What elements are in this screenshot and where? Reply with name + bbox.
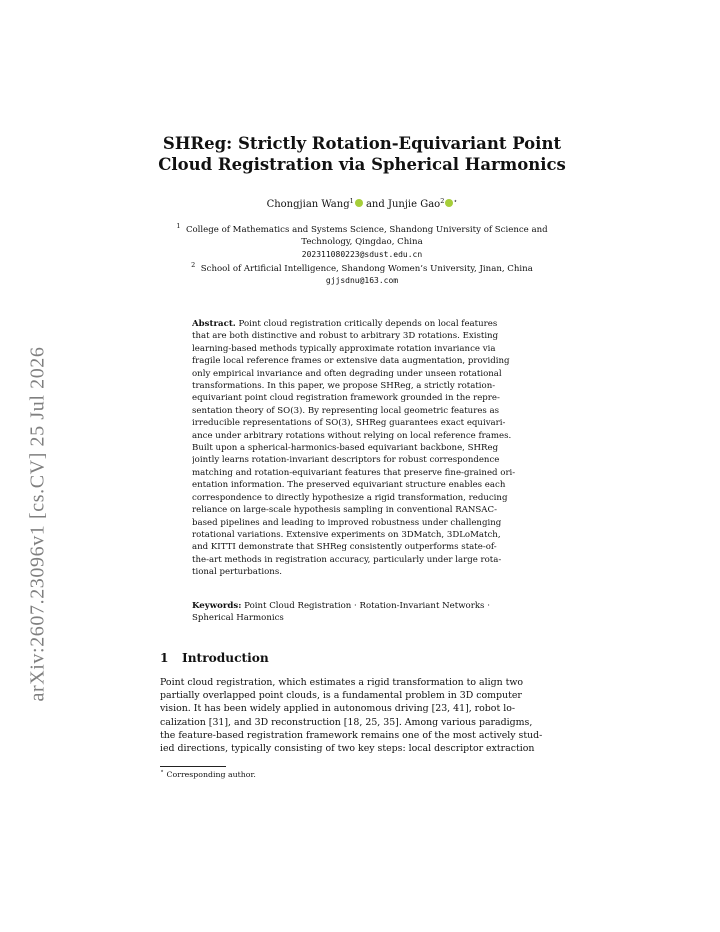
footnote-marker: ⋆ [160,767,165,775]
abstract-line: transformations. In this paper, we propose SHReg, a strictly rotation- [192,381,496,392]
abstract-line: learning-based methods typically approximate rotation invariance via [192,343,496,354]
body-line: the feature-based registration framework remains one of the most actively stud- [160,729,543,741]
footnote [160,767,256,779]
affiliation-2 [150,263,574,288]
abstract-line: entation information. The preserved equivariant structure enables each [192,480,506,491]
footnote-divider [160,766,226,767]
title-line-2: Cloud Registration via Spherical Harmonics [158,155,566,174]
introduction-text [160,676,566,755]
abstract-line: matching and rotation-equivariant features that preserve fine-grained ori- [192,467,516,478]
abstract-line: irreducible representations of SO(3), SHReg guarantees exact equivari- [192,418,506,429]
body-line: Point cloud registration, which estimates a rigid transformation to align two [160,677,524,688]
abstract-line: jointly learns rotation-invariant descriptors for robust correspondence [192,455,500,466]
footnote-text: Corresponding author. [164,770,256,779]
abstract-label: Abstract. [192,319,236,329]
abstract-line: correspondence to directly hypothesize a rigid transformation, reducing [192,492,508,503]
abstract-line: and KITTI demonstrate that SHReg consistently outperforms state-of- [192,542,497,553]
abstract-line: Built upon a spherical-harmonics-based equivariant backbone, SHReg [192,443,499,454]
affiliation-marker: 2 [440,197,445,205]
keywords [192,600,532,625]
arxiv-sidebar-stamp [22,334,54,714]
keywords-line: Spherical Harmonics [192,613,284,624]
title-line-1: SHReg: Strictly Rotation-Equivariant Point [162,134,562,153]
body-line: vision. It has been widely applied in autonomous driving [23, 41], robot lo- [160,703,516,715]
abstract [192,318,532,579]
affiliation-text: School of Artificial Intelligence, Shandong Women’s University, Jinan, China [200,264,533,274]
abstract-line: sentation theory of SO(3). By representing local geometric features as [192,405,500,416]
body-line: ied directions, typically consisting of two key steps: local descriptor extraction [160,743,535,755]
abstract-line: only empirical invariance and often degrading under unseen rotational [192,368,502,379]
abstract-line: tional perturbations. [192,567,282,578]
paper-title [140,133,584,175]
abstract-line: equivariant point cloud registration framework grounded in the repre- [192,393,500,404]
section-heading [160,651,269,665]
affiliation-email[interactable]: gjjsdnu@163.com [325,276,399,286]
affiliation-marker: 1 [349,197,354,205]
keywords-line: Point Cloud Registration · Rotation-Invariant Networks · [241,601,490,611]
affiliation-email[interactable]: 202311080223@sdust.edu.cn [301,249,423,259]
affiliation-text: Technology, Qingdao, China [301,237,423,248]
affiliation-number: 2 [191,261,196,269]
section-number: 1 [160,651,169,665]
orcid-icon[interactable] [355,199,363,207]
abstract-line: the-art methods in registration accuracy, particularly under large rota- [192,554,502,565]
abstract-line: ance under arbitrary rotations without relying on local reference frames. [192,430,512,441]
corresponding-author-marker: ⋆ [453,197,458,205]
affiliation-number: 1 [176,222,181,230]
affiliation-text: College of Mathematics and Systems Science, Shandong University of Science and [185,225,548,235]
author-conjunction: and [365,199,385,210]
abstract-line: fragile local reference frames or extensive data augmentation, providing [192,356,510,367]
body-line: partially overlapped point clouds, is a fundamental problem in 3D computer [160,690,522,702]
section-title: Introduction [182,651,269,665]
abstract-line: rotational variations. Extensive experiments on 3DMatch, 3DLoMatch, [192,529,501,540]
author-name: Chongjian Wang [266,199,350,210]
affiliation-1 [150,224,574,261]
abstract-line: that are both distinctive and robust to arbitrary 3D rotations. Existing [192,331,499,342]
abstract-line: based pipelines and leading to improved robustness under challenging [192,517,502,528]
author-name: Junjie Gao [387,199,441,210]
author-list [140,199,584,210]
arxiv-identifier: arXiv:2607.23096v1 [cs.CV] 25 Jul 2026 [26,346,49,702]
keywords-label: Keywords: [192,601,242,611]
abstract-line: reliance on large-scale hypothesis sampling in conventional RANSAC- [192,505,497,516]
body-line: calization [31], and 3D reconstruction [18, 25, 35]. Among various paradigms, [160,716,533,728]
abstract-line: Point cloud registration critically depends on local features [235,319,498,329]
